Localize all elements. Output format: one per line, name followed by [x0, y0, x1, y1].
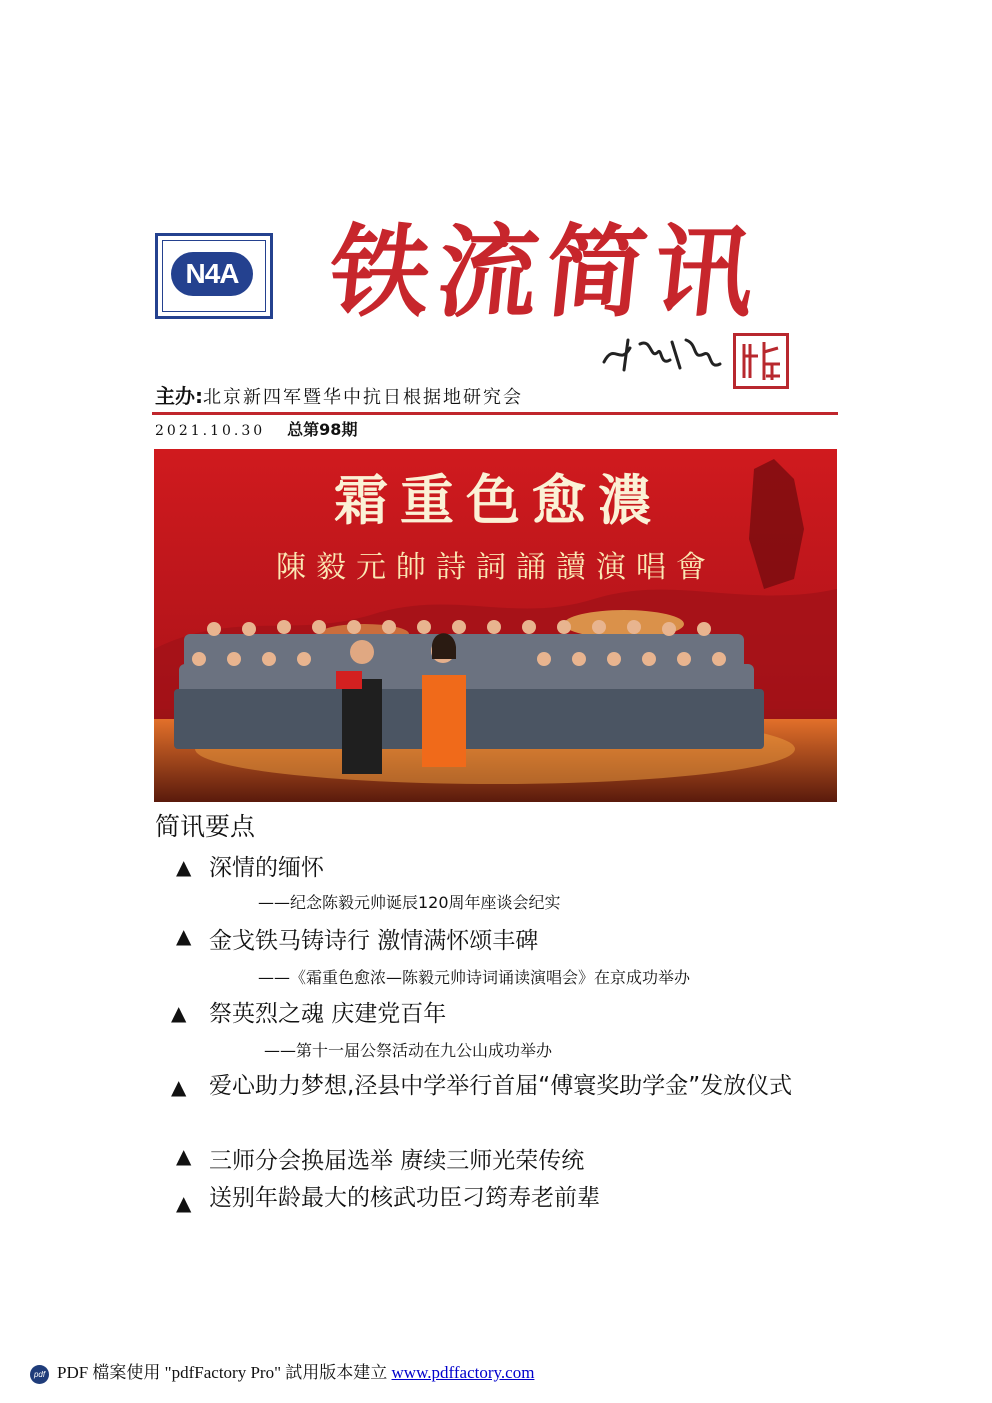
- issue-date: 2021.10.30: [155, 423, 266, 439]
- highlight-title: 祭英烈之魂 庆建党百年: [209, 1001, 447, 1027]
- highlight-subtitle: ——《霜重色愈浓—陈毅元帅诗词诵读演唱会》在京成功举办: [258, 968, 691, 987]
- highlight-title: 金戈铁马铸诗行 激情满怀颂丰碑: [209, 928, 539, 954]
- triangle-bullet-icon: ▲: [176, 855, 192, 879]
- pdffactory-link[interactable]: www.pdffactory.com: [391, 1363, 535, 1382]
- header-divider: [152, 412, 838, 415]
- triangle-bullet-icon: ▲: [176, 1191, 192, 1215]
- issue-number: 总第98期: [287, 420, 358, 439]
- highlight-subtitle: ——第十一届公祭活动在九公山成功举办: [264, 1041, 553, 1060]
- highlight-subtitle: ——纪念陈毅元帅诞辰120周年座谈会纪实: [258, 893, 561, 912]
- photo-banner-subtitle: 陳毅元帥詩詞誦讀演唱會: [276, 550, 716, 585]
- calligraphy-signature: [600, 330, 730, 380]
- highlight-title: 爱心助力梦想,泾县中学举行首届“傅寰奖助学金”发放仪式: [209, 1073, 793, 1099]
- highlight-title: 送别年龄最大的核武功臣刁筠寿老前辈: [209, 1185, 600, 1211]
- footer-text: PDF 檔案使用 "pdfFactory Pro" 試用版本建立: [57, 1363, 392, 1382]
- issue-line: [155, 418, 357, 442]
- triangle-bullet-icon: ▲: [176, 924, 192, 948]
- sponsor-label: 主办:: [155, 384, 203, 408]
- n4a-logo: [155, 233, 273, 319]
- triangle-bullet-icon: ▲: [176, 1144, 192, 1168]
- photo-banner-title: 霜重色愈濃: [334, 468, 664, 532]
- triangle-bullet-icon: ▲: [171, 1075, 187, 1099]
- highlight-title: 深情的缅怀: [209, 855, 324, 881]
- highlights-heading: 简讯要点: [155, 812, 256, 841]
- pdf-footer: [30, 1360, 534, 1386]
- cover-photo: [154, 449, 837, 802]
- sponsor-org: 北京新四军暨华中抗日根据地研究会: [203, 387, 523, 408]
- pdffactory-icon: pdf: [30, 1365, 49, 1384]
- logo-text: N4A: [185, 258, 239, 289]
- triangle-bullet-icon: ▲: [171, 1001, 187, 1025]
- seal-stamp: [733, 333, 789, 389]
- highlight-title: 三师分会换届选举 赓续三师光荣传统: [209, 1148, 585, 1174]
- sponsor-line: [155, 382, 523, 410]
- seal-glyph-icon: [736, 336, 786, 386]
- masthead-title: 铁流简讯: [323, 213, 769, 331]
